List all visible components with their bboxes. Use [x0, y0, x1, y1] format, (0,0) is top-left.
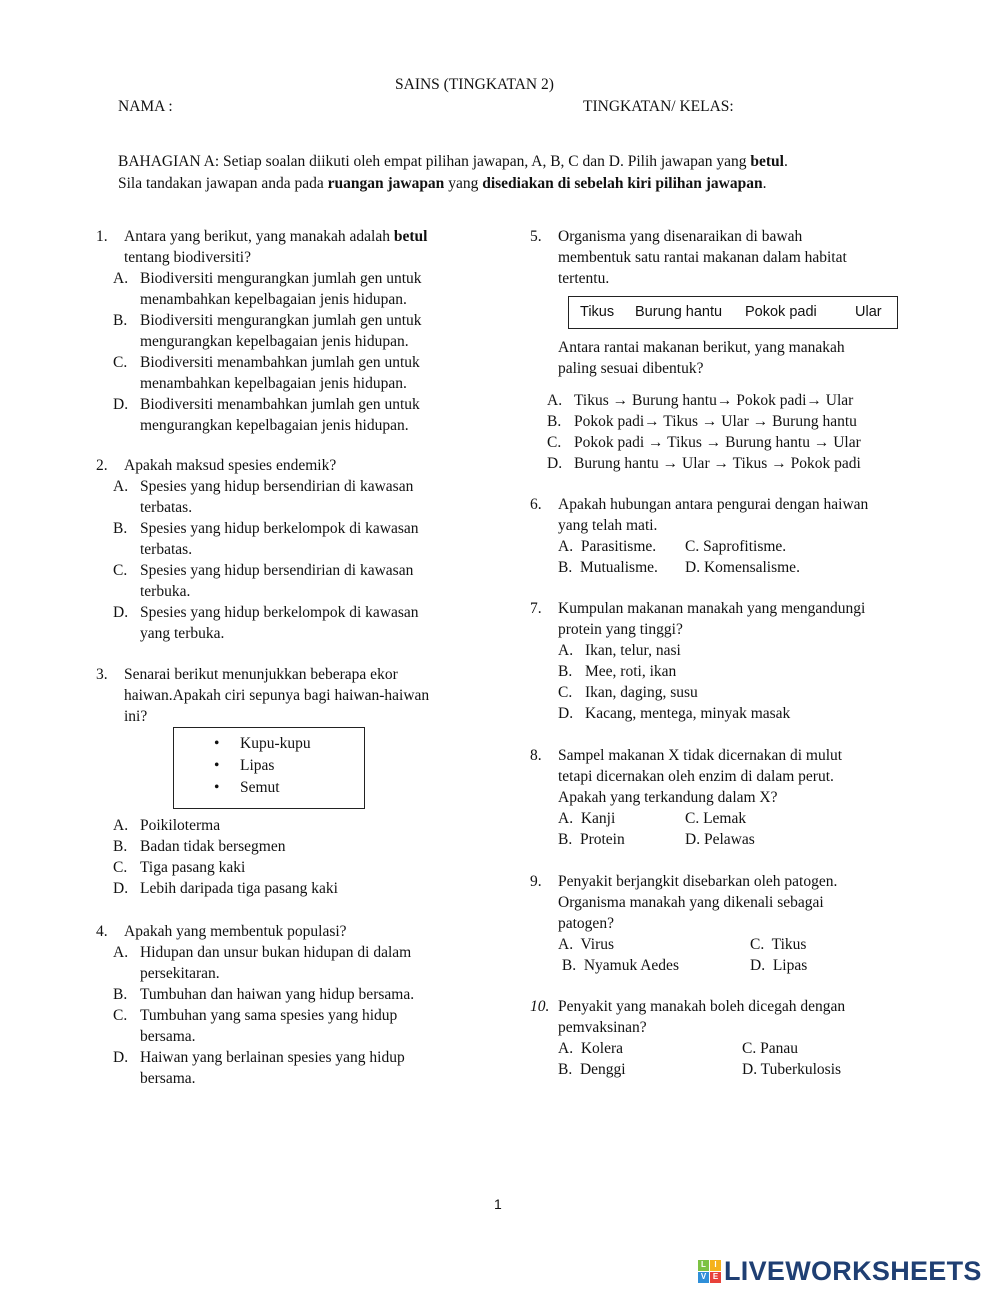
- option[interactable]: A. Kanji: [558, 810, 616, 827]
- question-6: 6. Apakah hubungan antara pengurai dengan haiwan yang telah mati. A. Parasitisme. C. Saprofitisme. B. Mutualisme. D. Komensalisme.: [530, 494, 910, 578]
- option[interactable]: C. Panau: [742, 1040, 798, 1057]
- option-letter: C.: [113, 562, 128, 579]
- option-text: Kacang, mentega, minyak masak: [585, 705, 791, 722]
- animal-list-box: [173, 727, 365, 809]
- option-letter: A.: [547, 392, 563, 409]
- worksheet-title: SAINS (TINGKATAN 2): [395, 76, 554, 93]
- option-c[interactable]: [113, 352, 468, 394]
- option-b[interactable]: [558, 661, 910, 682]
- option-letter: B.: [113, 520, 128, 537]
- option-c[interactable]: [113, 857, 468, 878]
- question-8: 8. Sampel makanan X tidak dicernakan di mulut tetapi dicernakan oleh enzim di dalam perut. Apakah yang terkandung dalam X? A. Kanji C. Lemak B. Protein D. Pelawas: [530, 745, 910, 850]
- logo-tiles-icon: L I V E: [698, 1260, 721, 1283]
- organism: Ular: [855, 304, 882, 320]
- option-b[interactable]: [113, 310, 468, 352]
- option-letter: A.: [113, 270, 129, 287]
- question-4: 4. Apakah yang membentuk populasi? A. Hidupan dan unsur bukan hidupan di dalam persekitaran. B. Tumbuhan dan haiwan yang hidup bersama. C. Tumbuhan yang sama spesies yang hidup bersama. D. Haiwan yang berlainan spesies yang hidup bersama.: [96, 921, 468, 1089]
- option-letter: D.: [113, 1049, 129, 1066]
- option-letter: A.: [558, 642, 574, 659]
- option-text: Biodiversiti menambahkan jumlah gen untuk mengurangkan kepelbagaian jenis hidupan.: [140, 396, 420, 434]
- option[interactable]: A. Virus: [558, 936, 615, 953]
- option[interactable]: D. Tuberkulosis: [742, 1061, 842, 1078]
- option-a[interactable]: [113, 815, 468, 836]
- option-text: Lebih daripada tiga pasang kaki: [140, 880, 338, 897]
- option-d[interactable]: [113, 602, 468, 644]
- option-text: Tiga pasang kaki: [140, 859, 246, 876]
- organism: Tikus: [580, 304, 615, 320]
- option-text: Biodiversiti mengurangkan jumlah gen untuk mengurangkan kepelbagaian jenis hidupan.: [140, 312, 422, 350]
- option-text: Burung hantu → Ular → Tikus → Pokok padi: [574, 455, 861, 472]
- option-text: Spesies yang hidup bersendirian di kawasan terbuka.: [140, 562, 414, 600]
- option[interactable]: A. Kolera: [558, 1040, 623, 1057]
- option-letter: D.: [547, 455, 563, 472]
- question-1: 1. Antara yang berikut, yang manakah adalah betul tentang biodiversiti? A. Biodiversiti mengurangkan jumlah gen untuk menambahkan kepelbagaian jenis hidupan. B. Biodiversiti mengurangkan jumlah gen untuk mengurangkan kepelbagaian jenis hidupan. C. Biodiversiti menambahkan jumlah gen untuk menambahkan kepelbagaian jenis hidupan. D. Biodiversiti menambahkan jumlah gen untuk mengurangkan kepelbagaian jenis hidupan.: [96, 226, 468, 436]
- option-text: Poikiloterma: [140, 817, 221, 834]
- option[interactable]: A. Parasitisme.: [558, 538, 657, 555]
- option-text: Hidupan dan unsur bukan hidupan di dalam persekitaran.: [140, 944, 412, 982]
- option-letter: B.: [113, 312, 128, 329]
- option-text: Haiwan yang berlainan spesies yang hidup bersama.: [140, 1049, 405, 1087]
- option-letter: B.: [113, 986, 128, 1003]
- option-text: Pokok padi→ Tikus → Ular → Burung hantu: [574, 413, 857, 430]
- option-c[interactable]: [113, 560, 468, 602]
- organism: Pokok padi: [745, 304, 817, 320]
- option-d[interactable]: [113, 1047, 468, 1089]
- option-c[interactable]: [547, 432, 910, 453]
- option-d[interactable]: [547, 453, 910, 474]
- option-text: Biodiversiti mengurangkan jumlah gen untuk menambahkan kepelbagaian jenis hidupan.: [140, 270, 422, 308]
- food-chain-organisms-box: [568, 296, 898, 329]
- option[interactable]: B. Mutualisme.: [558, 559, 658, 576]
- option-a[interactable]: [113, 268, 468, 310]
- option-letter: C.: [113, 354, 128, 371]
- option-letter: D.: [113, 604, 129, 621]
- question-5: 5. Organisma yang disenaraikan di bawah membentuk satu rantai makanan dalam habitat tertentu. Antara rantai makanan berikut, yang manakah paling sesuai dibentuk? A. Tikus → Burung hantu→ Pokok padi→ Ular B. Pokok padi→ Tikus → Ular → Burung hantu C. Pokok padi → Tikus → Burung hantu → Ular D. Burung hantu → Ular → Tikus → Pokok padi: [530, 226, 910, 474]
- list-item: • Semut: [214, 777, 364, 799]
- option-text: Biodiversiti menambahkan jumlah gen untuk menambahkan kepelbagaian jenis hidupan.: [140, 354, 420, 392]
- option-letter: C.: [113, 859, 128, 876]
- question-7: 7. Kumpulan makanan manakah yang mengandungi protein yang tinggi? A. Ikan, telur, nasi B. Mee, roti, ikan C. Ikan, daging, susu D. Kacang, mentega, minyak masak: [530, 598, 910, 724]
- class-label: TINGKATAN/ KELAS:: [583, 98, 734, 115]
- option-text: Ikan, daging, susu: [585, 684, 698, 701]
- question-2: 2. Apakah maksud spesies endemik? A. Spesies yang hidup bersendirian di kawasan terbatas. B. Spesies yang hidup berkelompok di kawasan terbatas. C. Spesies yang hidup bersendirian di kawasan terbuka. D. Spesies yang hidup berkelompok di kawasan yang terbuka.: [96, 455, 468, 644]
- instructions: BAHAGIAN A: Setiap soalan diikuti oleh empat pilihan jawapan, A, B, C dan D. Pilih jawapan yang betul. Sila tandakan jawapan anda pada ruangan jawapan yang disediakan di sebelah kiri pilihan jawapan.: [118, 153, 788, 192]
- option-letter: B.: [113, 838, 128, 855]
- option[interactable]: D. Komensalisme.: [685, 559, 800, 576]
- option-letter: A.: [113, 944, 129, 961]
- option-letter: C.: [558, 684, 573, 701]
- option[interactable]: B. Denggi: [558, 1061, 626, 1078]
- option-text: Spesies yang hidup berkelompok di kawasan terbatas.: [140, 520, 419, 558]
- option-a[interactable]: [113, 476, 468, 518]
- question-3: 3. Senarai berikut menunjukkan beberapa ekor haiwan.Apakah ciri sepunya bagi haiwan-haiwan ini? A. Poikiloterma B. Badan tidak bersegmen C. Tiga pasang kaki D. Lebih daripada tiga pasang kaki: [96, 664, 468, 899]
- option-d[interactable]: [558, 703, 910, 724]
- option[interactable]: B. Nyamuk Aedes: [558, 957, 679, 974]
- option-text: Mee, roti, ikan: [585, 663, 677, 680]
- option-b[interactable]: [113, 518, 468, 560]
- option-text: Spesies yang hidup berkelompok di kawasan yang terbuka.: [140, 604, 419, 642]
- option-letter: D.: [113, 880, 129, 897]
- option-c[interactable]: [558, 682, 910, 703]
- option-a[interactable]: [558, 640, 910, 661]
- question-10: 10. Penyakit yang manakah boleh dicegah dengan pemvaksinan? A. Kolera C. Panau B. Denggi D. Tuberkulosis: [530, 996, 910, 1080]
- option[interactable]: D. Pelawas: [685, 831, 755, 848]
- option-a[interactable]: [113, 942, 468, 984]
- option-letter: C.: [547, 434, 562, 451]
- option-d[interactable]: [113, 394, 468, 436]
- option-text: Badan tidak bersegmen: [140, 838, 286, 855]
- option-letter: D.: [558, 705, 574, 722]
- option-letter: A.: [113, 817, 129, 834]
- list-item: • Lipas: [214, 755, 364, 777]
- option-b[interactable]: [113, 836, 468, 857]
- list-item: • Kupu-kupu: [214, 733, 364, 755]
- option-d[interactable]: [113, 878, 468, 899]
- option[interactable]: B. Protein: [558, 831, 625, 848]
- option[interactable]: C. Saprofitisme.: [685, 538, 787, 555]
- option-text: Spesies yang hidup bersendirian di kawasan terbatas.: [140, 478, 414, 516]
- option-text: Pokok padi → Tikus → Burung hantu → Ular: [574, 434, 861, 451]
- option-b[interactable]: [547, 411, 910, 432]
- option-text: Tumbuhan dan haiwan yang hidup bersama.: [140, 986, 415, 1003]
- option-letter: C.: [113, 1007, 128, 1024]
- option-letter: B.: [558, 663, 573, 680]
- option-b[interactable]: [113, 984, 468, 1005]
- option-letter: B.: [547, 413, 562, 430]
- option-text: Ikan, telur, nasi: [585, 642, 681, 659]
- name-label: NAMA :: [118, 98, 173, 115]
- option-a[interactable]: [547, 390, 910, 411]
- option[interactable]: C. Tikus: [750, 936, 807, 953]
- option[interactable]: C. Lemak: [685, 810, 747, 827]
- question-9: 9. Penyakit berjangkit disebarkan oleh patogen. Organisma manakah yang dikenali sebagai patogen? A. Virus C. Tikus B. Nyamuk Aedes D. Lipas: [530, 871, 910, 976]
- option-text: Tikus → Burung hantu→ Pokok padi→ Ular: [574, 392, 854, 409]
- liveworksheets-logo: L I V E LIVEWORKSHEETS: [698, 1256, 982, 1287]
- option-letter: D.: [113, 396, 129, 413]
- option[interactable]: D. Lipas: [750, 957, 808, 974]
- organism: Burung hantu: [635, 304, 723, 320]
- option-c[interactable]: [113, 1005, 468, 1047]
- page-number: 1: [494, 1196, 502, 1212]
- option-letter: A.: [113, 478, 129, 495]
- option-text: Tumbuhan yang sama spesies yang hidup bersama.: [140, 1007, 398, 1045]
